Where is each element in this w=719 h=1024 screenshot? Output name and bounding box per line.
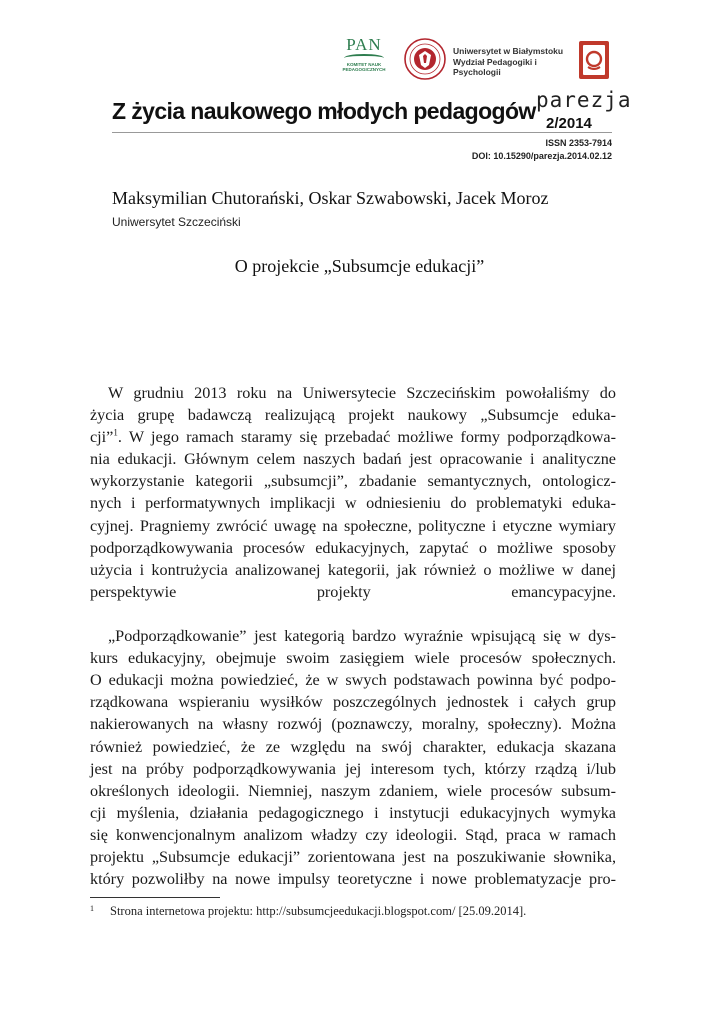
pan-logo-sub-line1: KOMITET NAUK (346, 62, 382, 67)
footnote (90, 904, 616, 919)
issn: ISSN 2353-7914 (545, 138, 612, 148)
pan-logo-word: PAN (346, 35, 382, 54)
body-line-part: cji” (90, 428, 114, 447)
body-line: rządkowana wspieraniu wysiłków poszczególnych jednostek i całych grup (90, 693, 616, 712)
authors: Maksymilian Chutorański, Oskar Szwabowski, Jacek Moroz (112, 188, 549, 208)
footnote-text: Strona internetowa projektu: http://subsumcjeedukacji.blogspot.com/ [25.09.2014]. (110, 904, 527, 918)
body-line (90, 426, 616, 448)
body-line: kurs edukacyjny, obejmuje swoim zasięgiem wiele procesów społecznych. (90, 649, 616, 668)
body-line: cji myślenia, działania pedagogicznego i instytucji edukacyjnych wymyka (90, 803, 616, 822)
article-body (90, 382, 616, 890)
footnote-ref: 1 (113, 427, 118, 438)
affiliation: Uniwersytet Szczeciński (112, 215, 241, 229)
body-line: nia edukacji. Głównym celem naszych badań jest opracowanie i analityczne (90, 450, 616, 469)
body-line: „Podporządkowanie” jest kategorią bardzo wyraźnie wpisującą się w dys- (108, 627, 616, 646)
body-line: W grudniu 2013 roku na Uniwersytecie Szczecińskim powołaliśmy do (108, 384, 616, 402)
article-title: O projekcie „Subsumcje edukacji” (234, 256, 485, 276)
body-line: który pozwoliłby na nowe impulsy teoretyczne i nowe problematyzacje pro- (90, 870, 616, 889)
body-line: perspektywie projekty emancypacyjne. (90, 582, 616, 601)
body-line: również powiedzieć, że ze względu na swój charakter, edukacja skazana (90, 737, 616, 756)
footnote-mark: 1 (90, 904, 94, 913)
issue-number: 2/2014 (546, 115, 592, 132)
pan-logo-sub-line2: PEDAGOGICZNYCH (342, 67, 386, 72)
body-line: projektu „Subsumcje edukacji” zorientowana jest na poszukiwanie słownika, (90, 847, 616, 866)
body-line: określonych ideologii. Niemniej, naszym zdaniem, wiele procesów subsum- (90, 781, 616, 800)
body-line-part: . W jego ramach staramy się przebadać możliwe formy podporządkowa- (117, 428, 616, 447)
body-line: wykorzystanie kategorii „subsumcji”, zbadanie semantycznych, ontologicz- (90, 472, 616, 491)
body-line: cyjnej. Pragniemy zwrócić uwagę na społeczne, polityczne i etyczne wymiary (90, 516, 616, 535)
university-line2: Wydział Pedagogiki i Psychologii (453, 56, 537, 77)
footnote-divider (90, 897, 220, 898)
pan-logo-arc (344, 54, 384, 62)
body-line: użycia i kontrużycia analizowanej kategorii, jak również o możliwe w danej (90, 560, 616, 579)
body-line: się konwencjonalnym analizom władzy czy ideologii. Stąd, praca w ramach (90, 825, 616, 844)
header-divider (112, 132, 612, 133)
faculty-logo-icon (578, 40, 610, 80)
body-line: O edukacji można powiedzieć, że w swych podstawach powinna być podpo- (90, 671, 616, 690)
university-name (453, 46, 573, 78)
university-seal-icon (404, 38, 446, 80)
doi: DOI: 10.15290/parezja.2014.02.12 (471, 151, 612, 161)
body-line (90, 603, 616, 625)
pan-logo (338, 36, 390, 82)
body-line: nych i performatywnych implikacji w odniesieniu do problematyki eduka- (90, 494, 616, 513)
section-title: Z życia naukowego młodych pedagogów (112, 98, 536, 124)
body-line: nakierowanych na własny rozwój (poznawczy, moralny, społeczny). Można (90, 715, 616, 734)
university-line1: Uniwersytet w Białymstoku (453, 46, 564, 56)
body-line: jest na próby podporządkowywania jej interesom tych, którzy rządzą i/lub (90, 759, 616, 778)
journal-name: parezja (536, 88, 632, 112)
body-line: podporządkowywania procesów edukacyjnych, zapytać o możliwe sposoby (90, 538, 616, 557)
body-line: życia grupę badawczą realizującą projekt naukowy „Subsumcje eduka- (90, 406, 616, 425)
